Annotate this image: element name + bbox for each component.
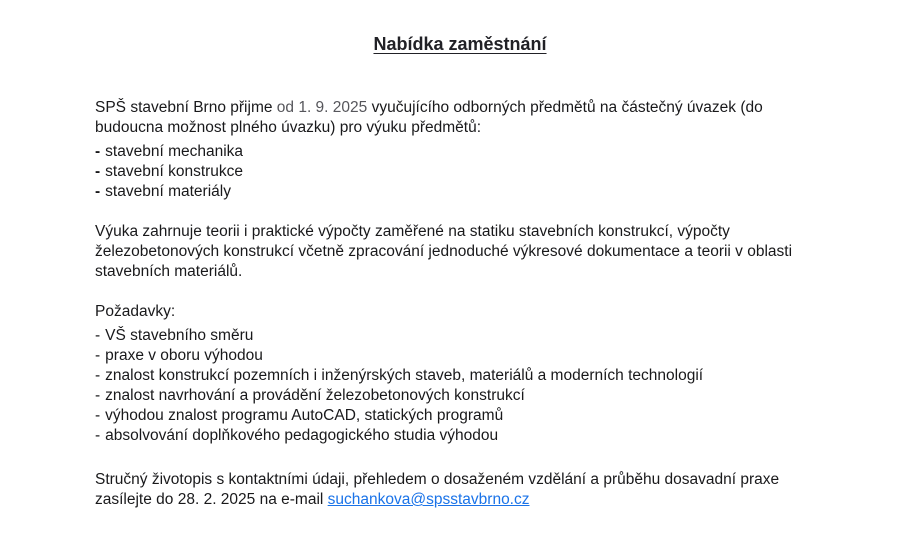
requirement-label: praxe v oboru výhodou [105, 347, 263, 364]
page-title: Nabídka zaměstnání [373, 34, 547, 54]
dash-bullet: - [95, 427, 101, 444]
closing-paragraph [95, 470, 825, 510]
intro-text-after-date: vyučujícího odborných předmětů na částečný úvazek (do budoucna možnost plného úvazku) pro výuku předmětů: [95, 99, 763, 136]
list-item [95, 386, 825, 406]
start-date: od 1. 9. 2025 [276, 99, 368, 116]
requirement-label: výhodou znalost programu AutoCAD, statických programů [105, 407, 504, 424]
dash-bullet: - [95, 327, 101, 344]
list-item [95, 162, 825, 182]
subject-label: stavební mechanika [105, 143, 244, 160]
dash-bullet: - [95, 407, 101, 424]
dash-bullet: - [95, 367, 101, 384]
dash-bullet: - [95, 163, 101, 180]
list-item [95, 182, 825, 202]
list-item [95, 142, 825, 162]
requirement-label: VŠ stavebního směru [105, 327, 254, 344]
list-item [95, 366, 825, 386]
dash-bullet: - [95, 347, 101, 364]
email-link[interactable]: suchankova@spsstavbrno.cz [327, 491, 530, 508]
description-paragraph: Výuka zahrnuje teorii i praktické výpočty zaměřené na statiku stavebních konstrukcí, výpočty železobetonových konstrukcí včetně zpracování jednoduché výkresové dokumentace a teorii v oblasti stavebních materiálů. [95, 223, 793, 280]
dash-bullet: - [95, 183, 101, 200]
intro-text-before-date: SPŠ stavební Brno přijme [95, 99, 277, 116]
list-item [95, 346, 825, 366]
list-item [95, 406, 825, 426]
closing-text: Stručný životopis s kontaktními údaji, přehledem o dosaženém vzdělání a průběhu dosavadní praxe zasílejte do 28. 2. 2025 na e-mail [95, 471, 780, 508]
subjects-list [95, 142, 825, 202]
list-item [95, 326, 825, 346]
dash-bullet: - [95, 387, 101, 404]
intro-paragraph [95, 98, 825, 138]
dash-bullet: - [95, 143, 101, 160]
subject-label: stavební konstrukce [105, 163, 244, 180]
requirements-heading: Požadavky: [95, 303, 176, 320]
list-item [95, 426, 825, 446]
requirement-label: znalost navrhování a provádění železobetonových konstrukcí [105, 387, 525, 404]
requirement-label: absolvování doplňkového pedagogického studia výhodou [105, 427, 499, 444]
subject-label: stavební materiály [105, 183, 231, 200]
requirements-list [95, 326, 825, 446]
requirement-label: znalost konstrukcí pozemních i inženýrských staveb, materiálů a moderních technologií [105, 367, 704, 384]
